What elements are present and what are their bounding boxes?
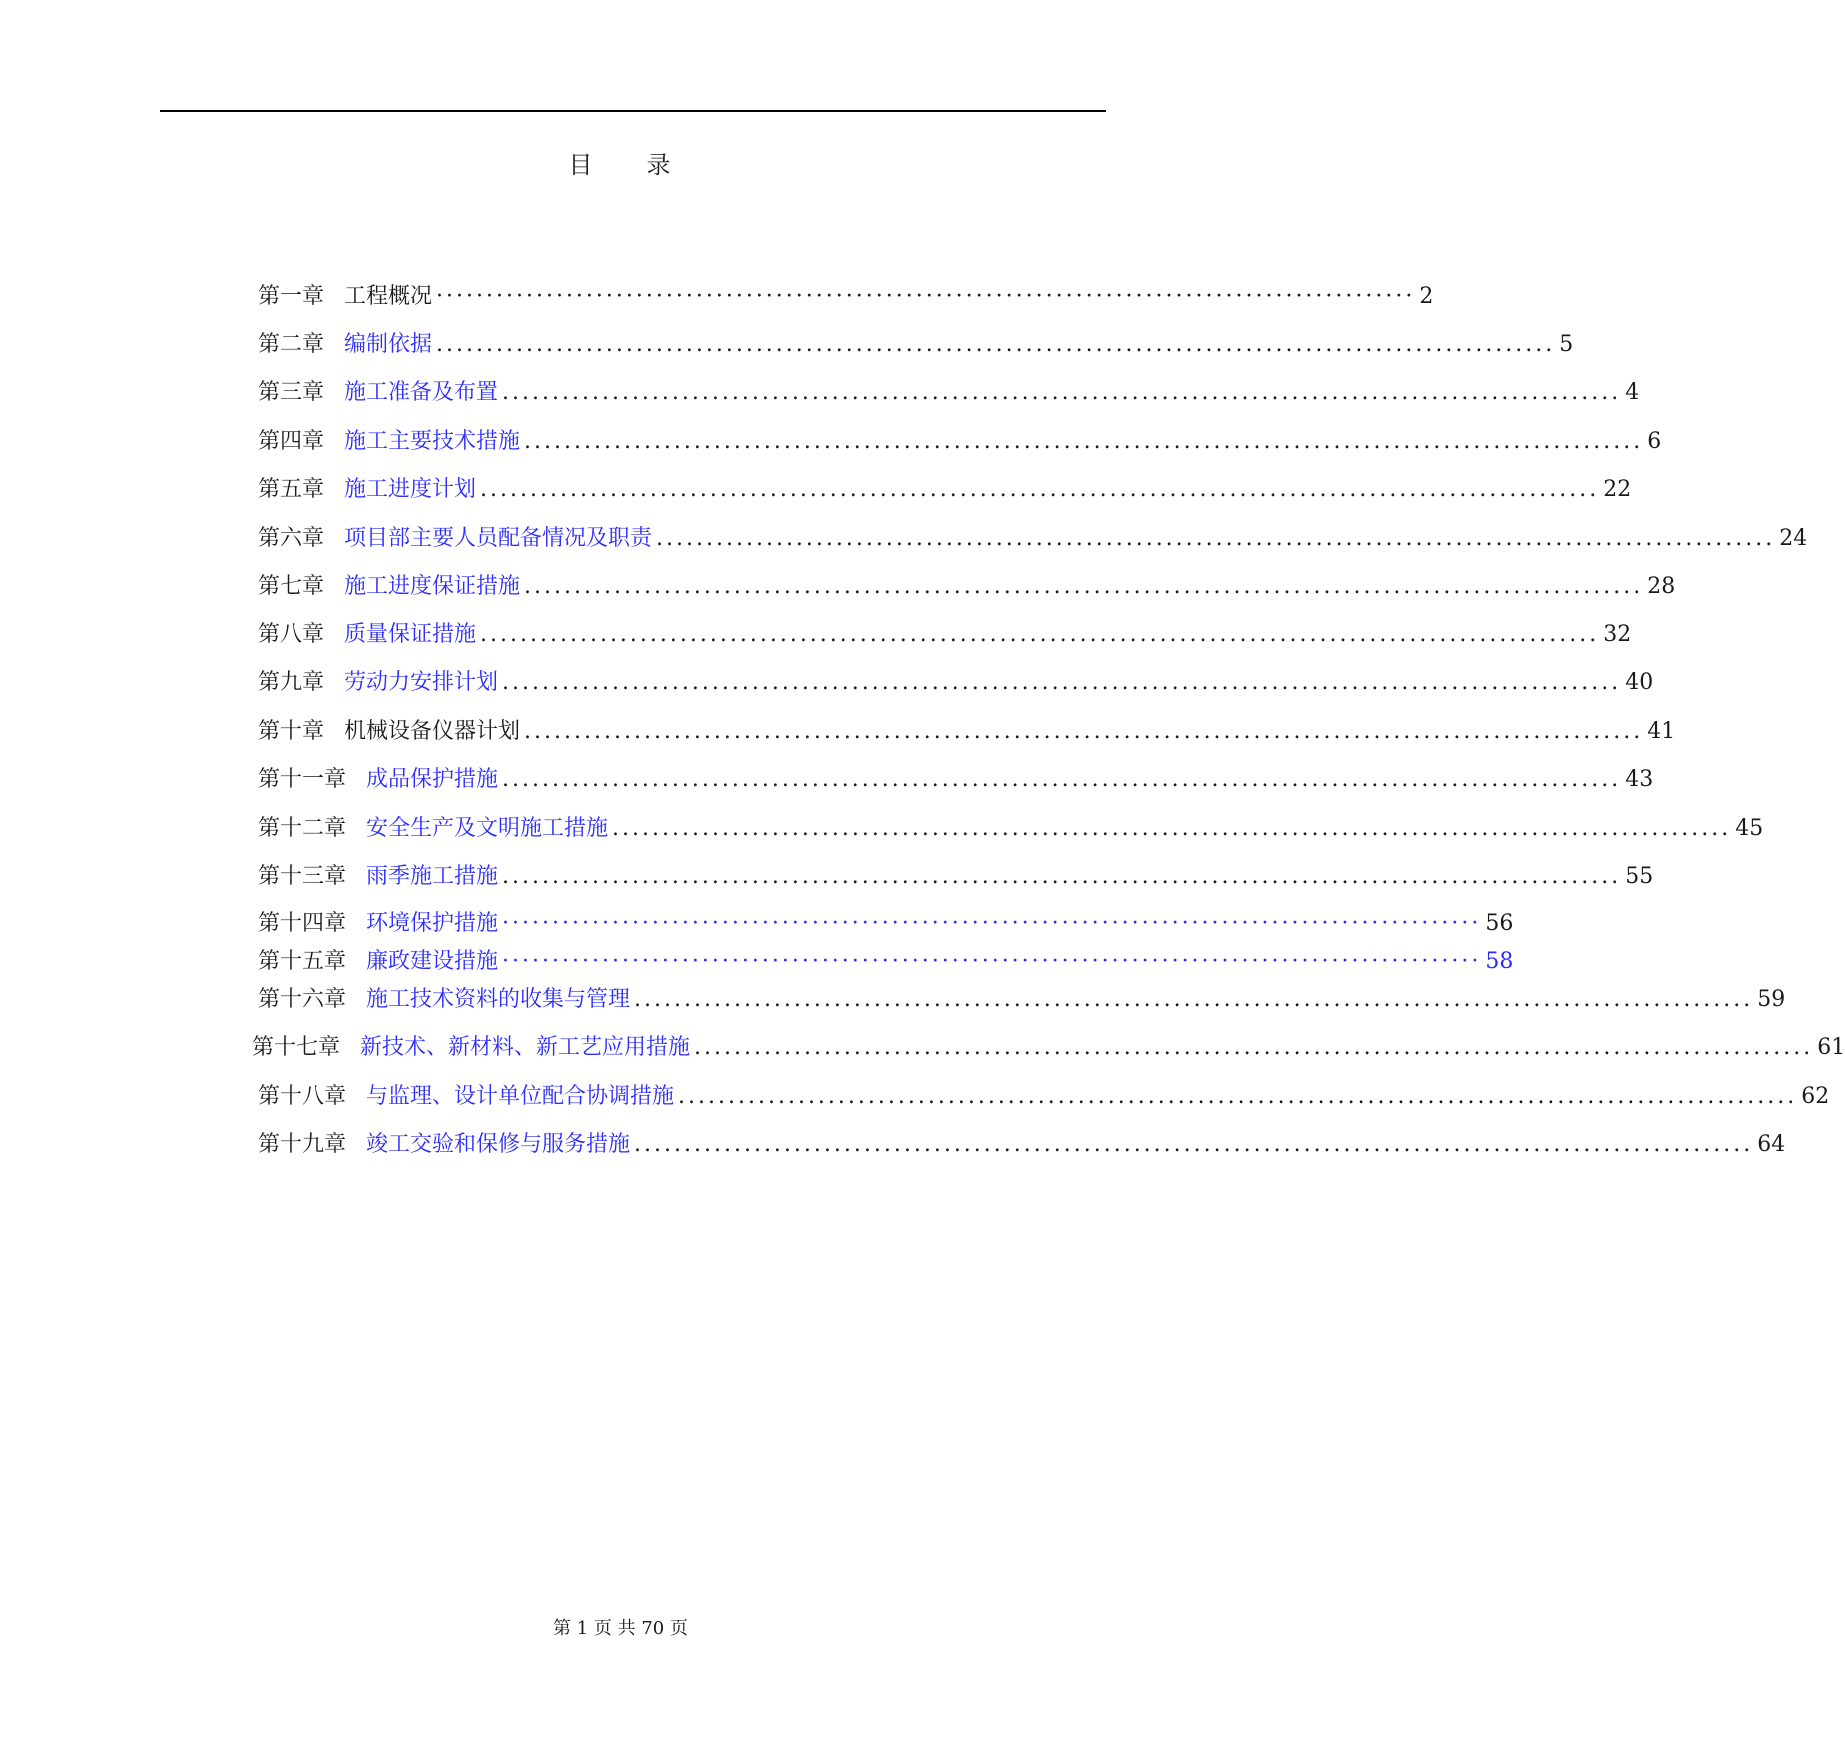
toc-leader-dots: ................................................................................................................ [502,670,1622,695]
toc-chapter-number: 第二章 [258,332,325,357]
toc-entry[interactable] [258,475,1632,505]
toc-entry[interactable] [258,668,1654,698]
toc-leader-dots: ................................................................................................................ [656,526,1776,551]
toc-chapter-number: 第一章 [258,284,325,309]
toc-entry[interactable] [258,909,1514,939]
page-footer: 第 1 页 共 70 页 [553,1618,688,1639]
toc-chapter-number: 第十七章 [252,1035,341,1060]
toc-chapter-title[interactable]: 施工进度计划 [344,477,477,502]
toc-chapter-title[interactable]: 新技术、新材料、新工艺应用措施 [360,1035,691,1060]
toc-page-number: 58 [1485,949,1514,974]
toc-chapter-number: 第四章 [258,429,325,454]
toc-chapter-title[interactable]: 与监理、设计单位配合协调措施 [366,1084,675,1109]
toc-chapter-number: 第五章 [258,477,325,502]
toc-page-number: 4 [1625,380,1640,405]
toc-leader-dots: ................................................................................................................ [480,622,1600,647]
toc-page-number: 2 [1419,284,1434,309]
toc-leader-dots: ................................................................................................................ [694,1035,1814,1060]
toc-entry[interactable] [258,1130,1786,1160]
toc-chapter-number: 第九章 [258,670,325,695]
toc-chapter-title[interactable]: 环境保护措施 [366,911,499,936]
toc-chapter-number: 第三章 [258,380,325,405]
toc-chapter-number: 第八章 [258,622,325,647]
toc-entry[interactable] [258,765,1654,795]
toc-page-number: 64 [1757,1132,1786,1157]
toc-leader-dots: ................................................................................................................ [502,380,1622,405]
toc-page-number: 59 [1757,987,1786,1012]
toc-page-number: 56 [1485,911,1514,936]
toc-page-number: 28 [1647,574,1676,599]
toc-chapter-title[interactable]: 成品保护措施 [366,767,499,792]
toc-page-number: 55 [1625,864,1654,889]
toc-chapter-title[interactable]: 项目部主要人员配备情况及职责 [344,526,653,551]
toc-chapter-title[interactable]: 质量保证措施 [344,622,477,647]
toc-chapter-number: 第十八章 [258,1084,347,1109]
toc-page-number: 61 [1817,1035,1845,1060]
toc-entry[interactable] [252,1033,1845,1063]
toc-leader-dots: ................................................................................................................ [524,574,1644,599]
toc-entry[interactable] [258,620,1632,650]
toc-chapter-number: 第十三章 [258,864,347,889]
toc-chapter-title[interactable]: 劳动力安排计划 [344,670,499,695]
toc-chapter-title[interactable]: 施工进度保证措施 [344,574,521,599]
toc-page-number: 45 [1735,816,1764,841]
toc-chapter-number: 第十章 [258,719,325,744]
toc-chapter-title[interactable]: 施工技术资料的收集与管理 [366,987,631,1012]
toc-chapter-title[interactable]: 安全生产及文明施工措施 [366,816,609,841]
toc-leader-dots: ·································································································· [502,911,1482,936]
toc-entry[interactable] [258,862,1654,892]
toc-entry[interactable] [258,814,1764,844]
toc-page-number: 62 [1801,1084,1830,1109]
toc-chapter-title[interactable]: 竣工交验和保修与服务措施 [366,1132,631,1157]
toc-leader-dots: ................................................................................................................ [634,1132,1754,1157]
toc-page-number: 41 [1647,719,1676,744]
toc-leader-dots: ................................................................................................................ [502,767,1622,792]
toc-page-number: 6 [1647,429,1662,454]
toc-leader-dots: ·································································································· [436,284,1416,309]
toc-page-number: 24 [1779,526,1808,551]
toc-entry[interactable] [258,717,1676,747]
toc-leader-dots: ................................................................................................................ [634,987,1754,1012]
toc-entry[interactable] [258,282,1434,312]
toc-page-number: 22 [1603,477,1632,502]
toc-chapter-title[interactable]: 工程概况 [344,284,433,309]
toc-entry[interactable] [258,330,1574,360]
toc-entry[interactable] [258,947,1514,977]
toc-chapter-number: 第十六章 [258,987,347,1012]
toc-chapter-title[interactable]: 施工准备及布置 [344,380,499,405]
toc-leader-dots: ................................................................................................................ [678,1084,1798,1109]
toc-leader-dots: ................................................................................................................ [524,719,1644,744]
toc-chapter-title[interactable]: 施工主要技术措施 [344,429,521,454]
toc-chapter-title[interactable]: 雨季施工措施 [366,864,499,889]
toc-entry[interactable] [258,572,1676,602]
toc-title: 目 录 [568,151,673,179]
toc-chapter-number: 第十九章 [258,1132,347,1157]
toc-entry[interactable] [258,1082,1830,1112]
toc-entry[interactable] [258,524,1808,554]
toc-page-number: 40 [1625,670,1654,695]
toc-leader-dots: ................................................................................................................ [612,816,1732,841]
toc-chapter-number: 第十二章 [258,816,347,841]
toc-chapter-number: 第六章 [258,526,325,551]
toc-chapter-title[interactable]: 编制依据 [344,332,433,357]
toc-leader-dots: ................................................................................................................ [480,477,1600,502]
toc-page-number: 32 [1603,622,1632,647]
toc-page-number: 5 [1559,332,1574,357]
toc-page-number: 43 [1625,767,1654,792]
toc-leader-dots: ·································································································· [502,949,1482,974]
toc-chapter-number: 第七章 [258,574,325,599]
toc-entry[interactable] [258,427,1662,457]
toc-entry[interactable] [258,985,1786,1015]
toc-entry[interactable] [258,378,1640,408]
toc-leader-dots: ................................................................................................................ [524,429,1644,454]
toc-leader-dots: ................................................................................................................ [502,864,1622,889]
toc-chapter-number: 第十五章 [258,949,347,974]
toc-chapter-title[interactable]: 机械设备仪器计划 [344,719,521,744]
toc-chapter-number: 第十四章 [258,911,347,936]
toc-leader-dots: ................................................................................................................ [436,332,1556,357]
toc-chapter-number: 第十一章 [258,767,347,792]
toc-chapter-title[interactable]: 廉政建设措施 [366,949,499,974]
